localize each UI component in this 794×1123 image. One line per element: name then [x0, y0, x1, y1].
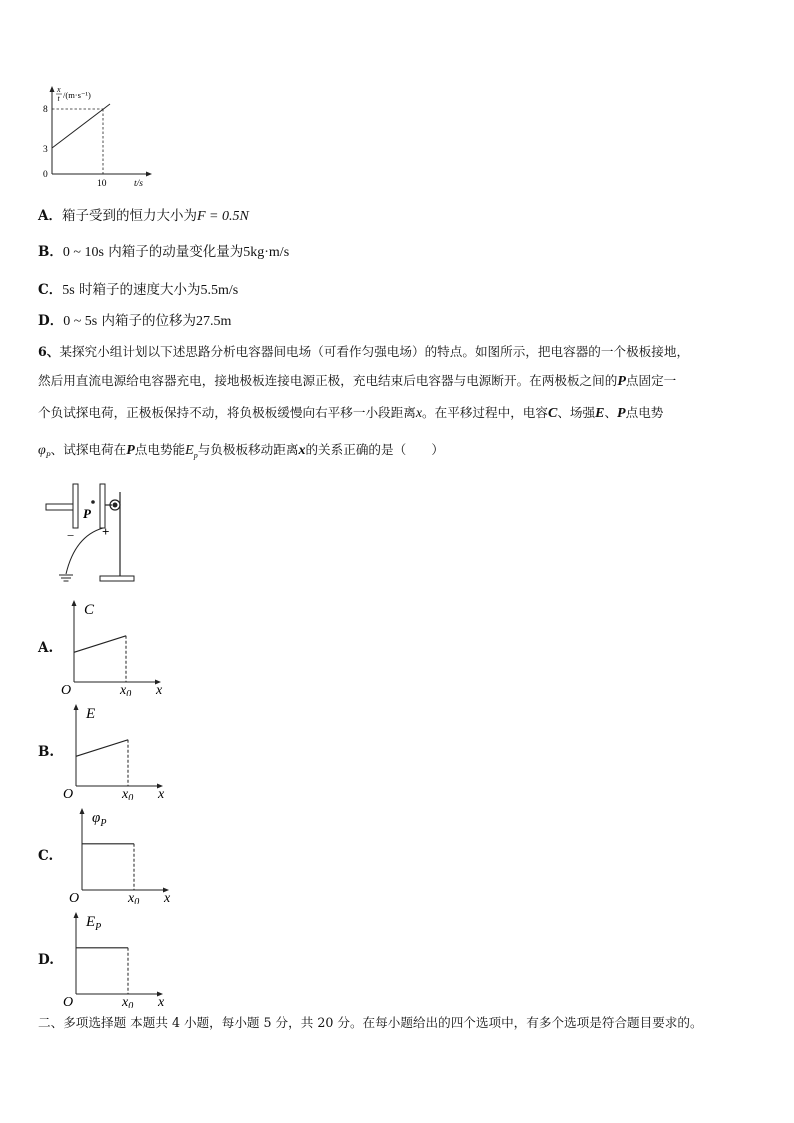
- label-plus: +: [102, 524, 110, 539]
- y-axis-arrow: [80, 808, 85, 814]
- q5-option-c: [38, 281, 238, 300]
- label-minus: −: [67, 528, 75, 543]
- tick-label-10: 10: [97, 179, 107, 189]
- label-p: P: [83, 506, 91, 521]
- y-label-den: t: [57, 94, 60, 103]
- q5-option-d: [38, 312, 231, 331]
- q6-option-d-label: D.: [38, 952, 54, 968]
- x-axis-label: x: [156, 683, 163, 696]
- q6-text-3c: 、场强: [557, 405, 596, 420]
- x0-label-subscript: 0: [128, 1001, 134, 1008]
- origin-label: O: [61, 683, 72, 696]
- y-axis-label: $E_P$: [86, 914, 102, 933]
- positive-plate: [100, 484, 105, 528]
- q6-text-3d: 、: [604, 405, 618, 420]
- x-axis-arrow: [146, 172, 152, 177]
- q6-option-c-graph: [64, 804, 184, 904]
- y-axis-arrow: [50, 86, 55, 92]
- option-math: 5kg·m/s: [243, 245, 290, 260]
- point-p: P: [617, 374, 626, 389]
- y-axis-arrow: [72, 600, 77, 606]
- option-letter: B．: [38, 244, 63, 260]
- graph-line: [76, 740, 128, 757]
- q6-text-4: 、试探电荷在: [50, 442, 127, 457]
- var-p: P: [617, 406, 626, 421]
- stand-base: [100, 576, 134, 581]
- tick-label-3: 3: [43, 145, 48, 155]
- x0-label: $x_0$: [127, 891, 139, 904]
- y-axis-label-subscript: P: [100, 818, 107, 829]
- q6-line-2: [38, 372, 676, 391]
- q6-option-b-label: B.: [38, 744, 55, 760]
- x0-label-subscript: 0: [128, 793, 134, 800]
- q6-line-4: [38, 441, 444, 465]
- option-text: 内箱子的动量变化量为: [108, 244, 244, 260]
- option-pre: 0 ~ 10s: [62, 245, 104, 260]
- q6-option-a-label: A.: [38, 640, 54, 656]
- q6-text-3b: 。在平移过程中，电容: [422, 405, 548, 420]
- origin-label: 0: [43, 170, 48, 180]
- x-axis-label: x: [164, 891, 171, 904]
- y-axis-label: $\varphi_P$: [92, 810, 107, 829]
- x-axis-label: x: [158, 995, 165, 1008]
- velocity-time-graph: [30, 82, 160, 190]
- var-x: x: [415, 406, 423, 421]
- q5-option-a: [38, 207, 249, 226]
- q6-text-3: 个负试探电荷，正极板保持不动，将负极板缓慢向右平移一小段距离: [38, 405, 416, 420]
- y-label-unit: /(m·s⁻¹): [63, 90, 91, 100]
- q6-text-2: 然后用直流电源给电容器充电，接地极板连接电源正极，充电结束后电容器与电源断开。在两极板之间的: [38, 373, 618, 388]
- q6-line-1: [38, 343, 689, 361]
- x0-label: $x_0$: [121, 995, 133, 1008]
- capacitor-apparatus-figure: [40, 478, 140, 586]
- point-p-2: P: [126, 443, 135, 458]
- x0-label-subscript: 0: [134, 897, 140, 904]
- q6-option-d-graph: [58, 908, 178, 1008]
- q6-text-4d: 的关系正确的是（ ）: [305, 442, 444, 457]
- q5-option-b: [38, 243, 289, 262]
- option-letter: D．: [38, 313, 64, 329]
- x0-label: $x_0$: [119, 683, 131, 696]
- origin-label: O: [63, 787, 74, 800]
- origin-label: O: [69, 891, 80, 904]
- y-axis-arrow: [74, 704, 79, 710]
- x-axis-label: x: [158, 787, 165, 800]
- option-pre: 0 ~ 5s: [63, 314, 98, 329]
- q6-text-2b: 点固定一: [625, 373, 677, 388]
- tick-label-8: 8: [43, 105, 48, 115]
- question-number: 6、: [38, 344, 60, 359]
- y-axis-label: E: [86, 706, 96, 722]
- section-2-heading: 二、多项选择题 本题共 4 小题，每小题 5 分，共 20 分。在每小题给出的四个选项中，有多个选项是符合题目要求的。: [38, 1015, 703, 1030]
- option-text: 内箱子的位移为: [101, 313, 197, 329]
- point-p-marker: [91, 500, 95, 504]
- option-math: 27.5m: [196, 314, 232, 329]
- y-axis-arrow: [74, 912, 79, 918]
- q6-text-4c: 与负极板移动距离: [197, 442, 299, 457]
- option-letter: A．: [38, 208, 62, 224]
- option-pre: 5s: [62, 283, 75, 298]
- y-axis-label-subscript: P: [95, 922, 102, 933]
- q6-line-3: [38, 404, 663, 423]
- q6-option-b-graph: [58, 700, 178, 800]
- q6-text-4b: 点电势能: [134, 442, 186, 457]
- option-letter: C．: [38, 282, 63, 298]
- left-plate-handle: [46, 504, 74, 510]
- x-axis-label: t/s: [134, 179, 143, 189]
- y-label-num: x: [57, 85, 61, 94]
- graph-line: [74, 636, 126, 653]
- phi-p: $\varphi_P$: [38, 443, 51, 460]
- y-axis-label: C: [84, 602, 95, 618]
- q6-option-a-graph: [56, 596, 176, 696]
- ep: $E_p$: [185, 443, 198, 460]
- clamp-knob-inner: [113, 503, 118, 508]
- q6-text-3e: 点电势: [625, 405, 664, 420]
- q6-option-c-label: C.: [38, 848, 54, 864]
- var-e: E: [595, 406, 605, 421]
- option-text: 箱子受到的恒力大小为: [61, 208, 197, 224]
- x0-label-subscript: 0: [126, 689, 132, 696]
- negative-plate: [73, 484, 78, 528]
- option-math: 5.5m/s: [200, 283, 239, 298]
- option-math: F = 0.5N: [196, 209, 249, 224]
- var-x-2: x: [298, 443, 306, 458]
- graph-line: [52, 104, 110, 148]
- option-text: 时箱子的速度大小为: [79, 282, 201, 298]
- var-c: C: [547, 406, 558, 421]
- origin-label: O: [63, 995, 74, 1008]
- x0-label: $x_0$: [121, 787, 133, 800]
- q6-text-1: 某探究小组计划以下述思路分析电容器间电场（可看作匀强电场）的特点。如图所示，把电容器的一个极板接地，: [59, 344, 690, 359]
